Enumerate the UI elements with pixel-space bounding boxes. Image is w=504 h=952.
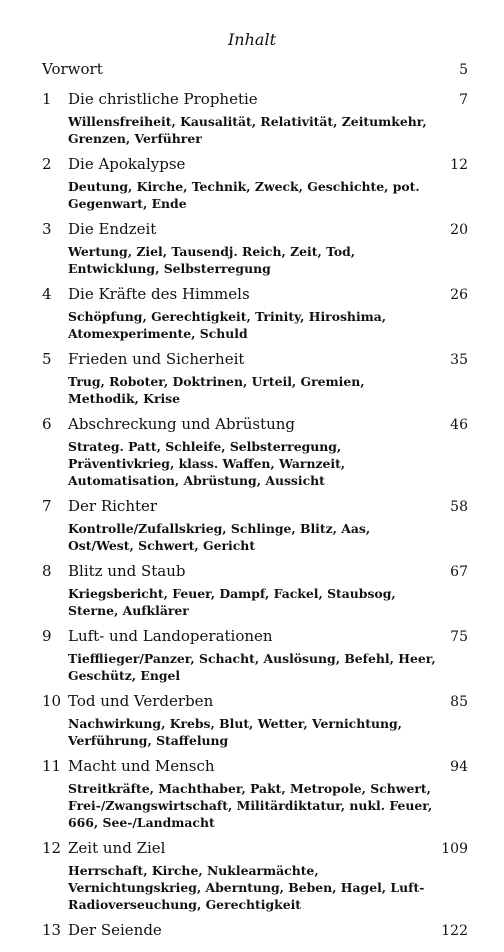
chapter-keywords: Deutung, Kirche, Technik, Zweck, Geschichte, pot. Gegenwart, Ende bbox=[68, 179, 420, 211]
chapter-number: 4 bbox=[42, 285, 52, 303]
chapter-entry bbox=[42, 921, 468, 944]
chapter-entry bbox=[42, 350, 468, 407]
chapter-title: Die christliche Prophetie bbox=[68, 90, 258, 108]
preface-page: 5 bbox=[459, 62, 468, 78]
chapter-title: Zeit und Ziel bbox=[68, 839, 166, 857]
chapter-entry bbox=[42, 220, 468, 277]
chapter-number: 13 bbox=[42, 921, 62, 939]
chapter-entry bbox=[42, 155, 468, 212]
chapter-keywords: Strateg. Patt, Schleife, Selbsterregung, Präventivkrieg, klass. Waffen, Warnzeit, Automatisation, Abrüstung, Aussicht bbox=[68, 439, 346, 488]
preface-entry bbox=[42, 60, 468, 90]
chapter-title: Frieden und Sicherheit bbox=[68, 350, 245, 368]
chapter-entry bbox=[42, 497, 468, 554]
chapter-page: 122 bbox=[441, 923, 468, 939]
chapter-number: 3 bbox=[42, 220, 52, 238]
chapter-title: Die Kräfte des Himmels bbox=[68, 285, 250, 303]
chapter-keywords: Tiefflieger/Panzer, Schacht, Auslösung, Befehl, Heer, Geschütz, Engel bbox=[68, 651, 436, 683]
chapter-title: Der Richter bbox=[68, 497, 158, 515]
chapter-title: Der Seiende bbox=[68, 921, 162, 939]
chapter-number: 11 bbox=[42, 757, 62, 775]
chapter-title: Abschreckung und Abrüstung bbox=[68, 415, 296, 433]
chapter-title: Die Apokalypse bbox=[68, 155, 186, 173]
chapter-page: 109 bbox=[441, 841, 468, 857]
preface-title: Vorwort bbox=[42, 60, 103, 78]
chapter-number: 7 bbox=[42, 497, 52, 515]
chapter-number: 6 bbox=[42, 415, 52, 433]
chapter-number: 10 bbox=[42, 692, 62, 710]
chapter-page: 58 bbox=[450, 499, 468, 515]
chapter-page: 12 bbox=[450, 157, 468, 173]
chapter-entry bbox=[42, 627, 468, 684]
chapter-title: Tod und Verderben bbox=[68, 692, 214, 710]
chapter-entry bbox=[42, 757, 468, 831]
chapter-title: Macht und Mensch bbox=[68, 757, 215, 775]
chapter-title: Die Endzeit bbox=[68, 220, 157, 238]
page-heading: Inhalt bbox=[227, 30, 276, 49]
chapter-keywords: Schöpfung, Gerechtigkeit, Trinity, Hiroshima, Atomexperimente, Schuld bbox=[68, 309, 387, 341]
chapter-keywords: Streitkräfte, Machthaber, Pakt, Metropole, Schwert, Frei-/Zwangswirtschaft, Militärdiktatur, nukl. Feuer, 666, See-/Landmacht bbox=[68, 781, 433, 830]
chapter-page: 46 bbox=[450, 417, 468, 433]
table-of-contents bbox=[42, 60, 468, 952]
chapter-page: 26 bbox=[450, 287, 468, 303]
chapter-number: 1 bbox=[42, 90, 52, 108]
chapter-number: 5 bbox=[42, 350, 52, 368]
chapter-page: 94 bbox=[450, 759, 468, 775]
chapter-page: 75 bbox=[450, 629, 468, 645]
chapter-number: 9 bbox=[42, 627, 52, 645]
chapter-title: Luft- und Landoperationen bbox=[68, 627, 273, 645]
chapter-page: 35 bbox=[450, 352, 468, 368]
chapter-keywords: Nachwirkung, Krebs, Blut, Wetter, Vernichtung, Verführung, Staffelung bbox=[68, 716, 402, 748]
chapter-keywords: Kontrolle/Zufallskrieg, Schlinge, Blitz, Aas, Ost/West, Schwert, Gericht bbox=[68, 521, 371, 553]
chapter-page: 67 bbox=[450, 564, 468, 580]
chapter-keywords: Kriegsbericht, Feuer, Dampf, Fackel, Staubsog, Sterne, Aufklärer bbox=[68, 586, 396, 618]
chapter-keywords: Trug, Roboter, Doktrinen, Urteil, Gremien, Methodik, Krise bbox=[68, 374, 365, 406]
chapter-keywords: Herrschaft, Kirche, Nuklearmächte, Vernichtungskrieg, Aberntung, Beben, Hagel, Luft-Radioverseuchung, Gerechtigkeit bbox=[68, 863, 425, 912]
chapter-keywords: Wertung, Ziel, Tausendj. Reich, Zeit, Tod, Entwicklung, Selbsterregung bbox=[68, 244, 356, 276]
chapter-entry bbox=[42, 415, 468, 489]
chapter-entry bbox=[42, 692, 468, 749]
chapter-page: 20 bbox=[450, 222, 468, 238]
chapter-number: 12 bbox=[42, 839, 62, 857]
chapter-entry bbox=[42, 90, 468, 147]
chapter-keywords: Willensfreiheit, Kausalität, Relativität, Zeitumkehr, Grenzen, Verführer bbox=[68, 114, 427, 146]
chapter-entry bbox=[42, 562, 468, 619]
chapter-entry bbox=[42, 839, 468, 913]
chapter-page: 7 bbox=[459, 92, 468, 108]
chapter-entry bbox=[42, 285, 468, 342]
chapter-page: 85 bbox=[450, 694, 468, 710]
chapter-number: 8 bbox=[42, 562, 52, 580]
chapter-number: 2 bbox=[42, 155, 52, 173]
chapter-title: Blitz und Staub bbox=[68, 562, 186, 580]
